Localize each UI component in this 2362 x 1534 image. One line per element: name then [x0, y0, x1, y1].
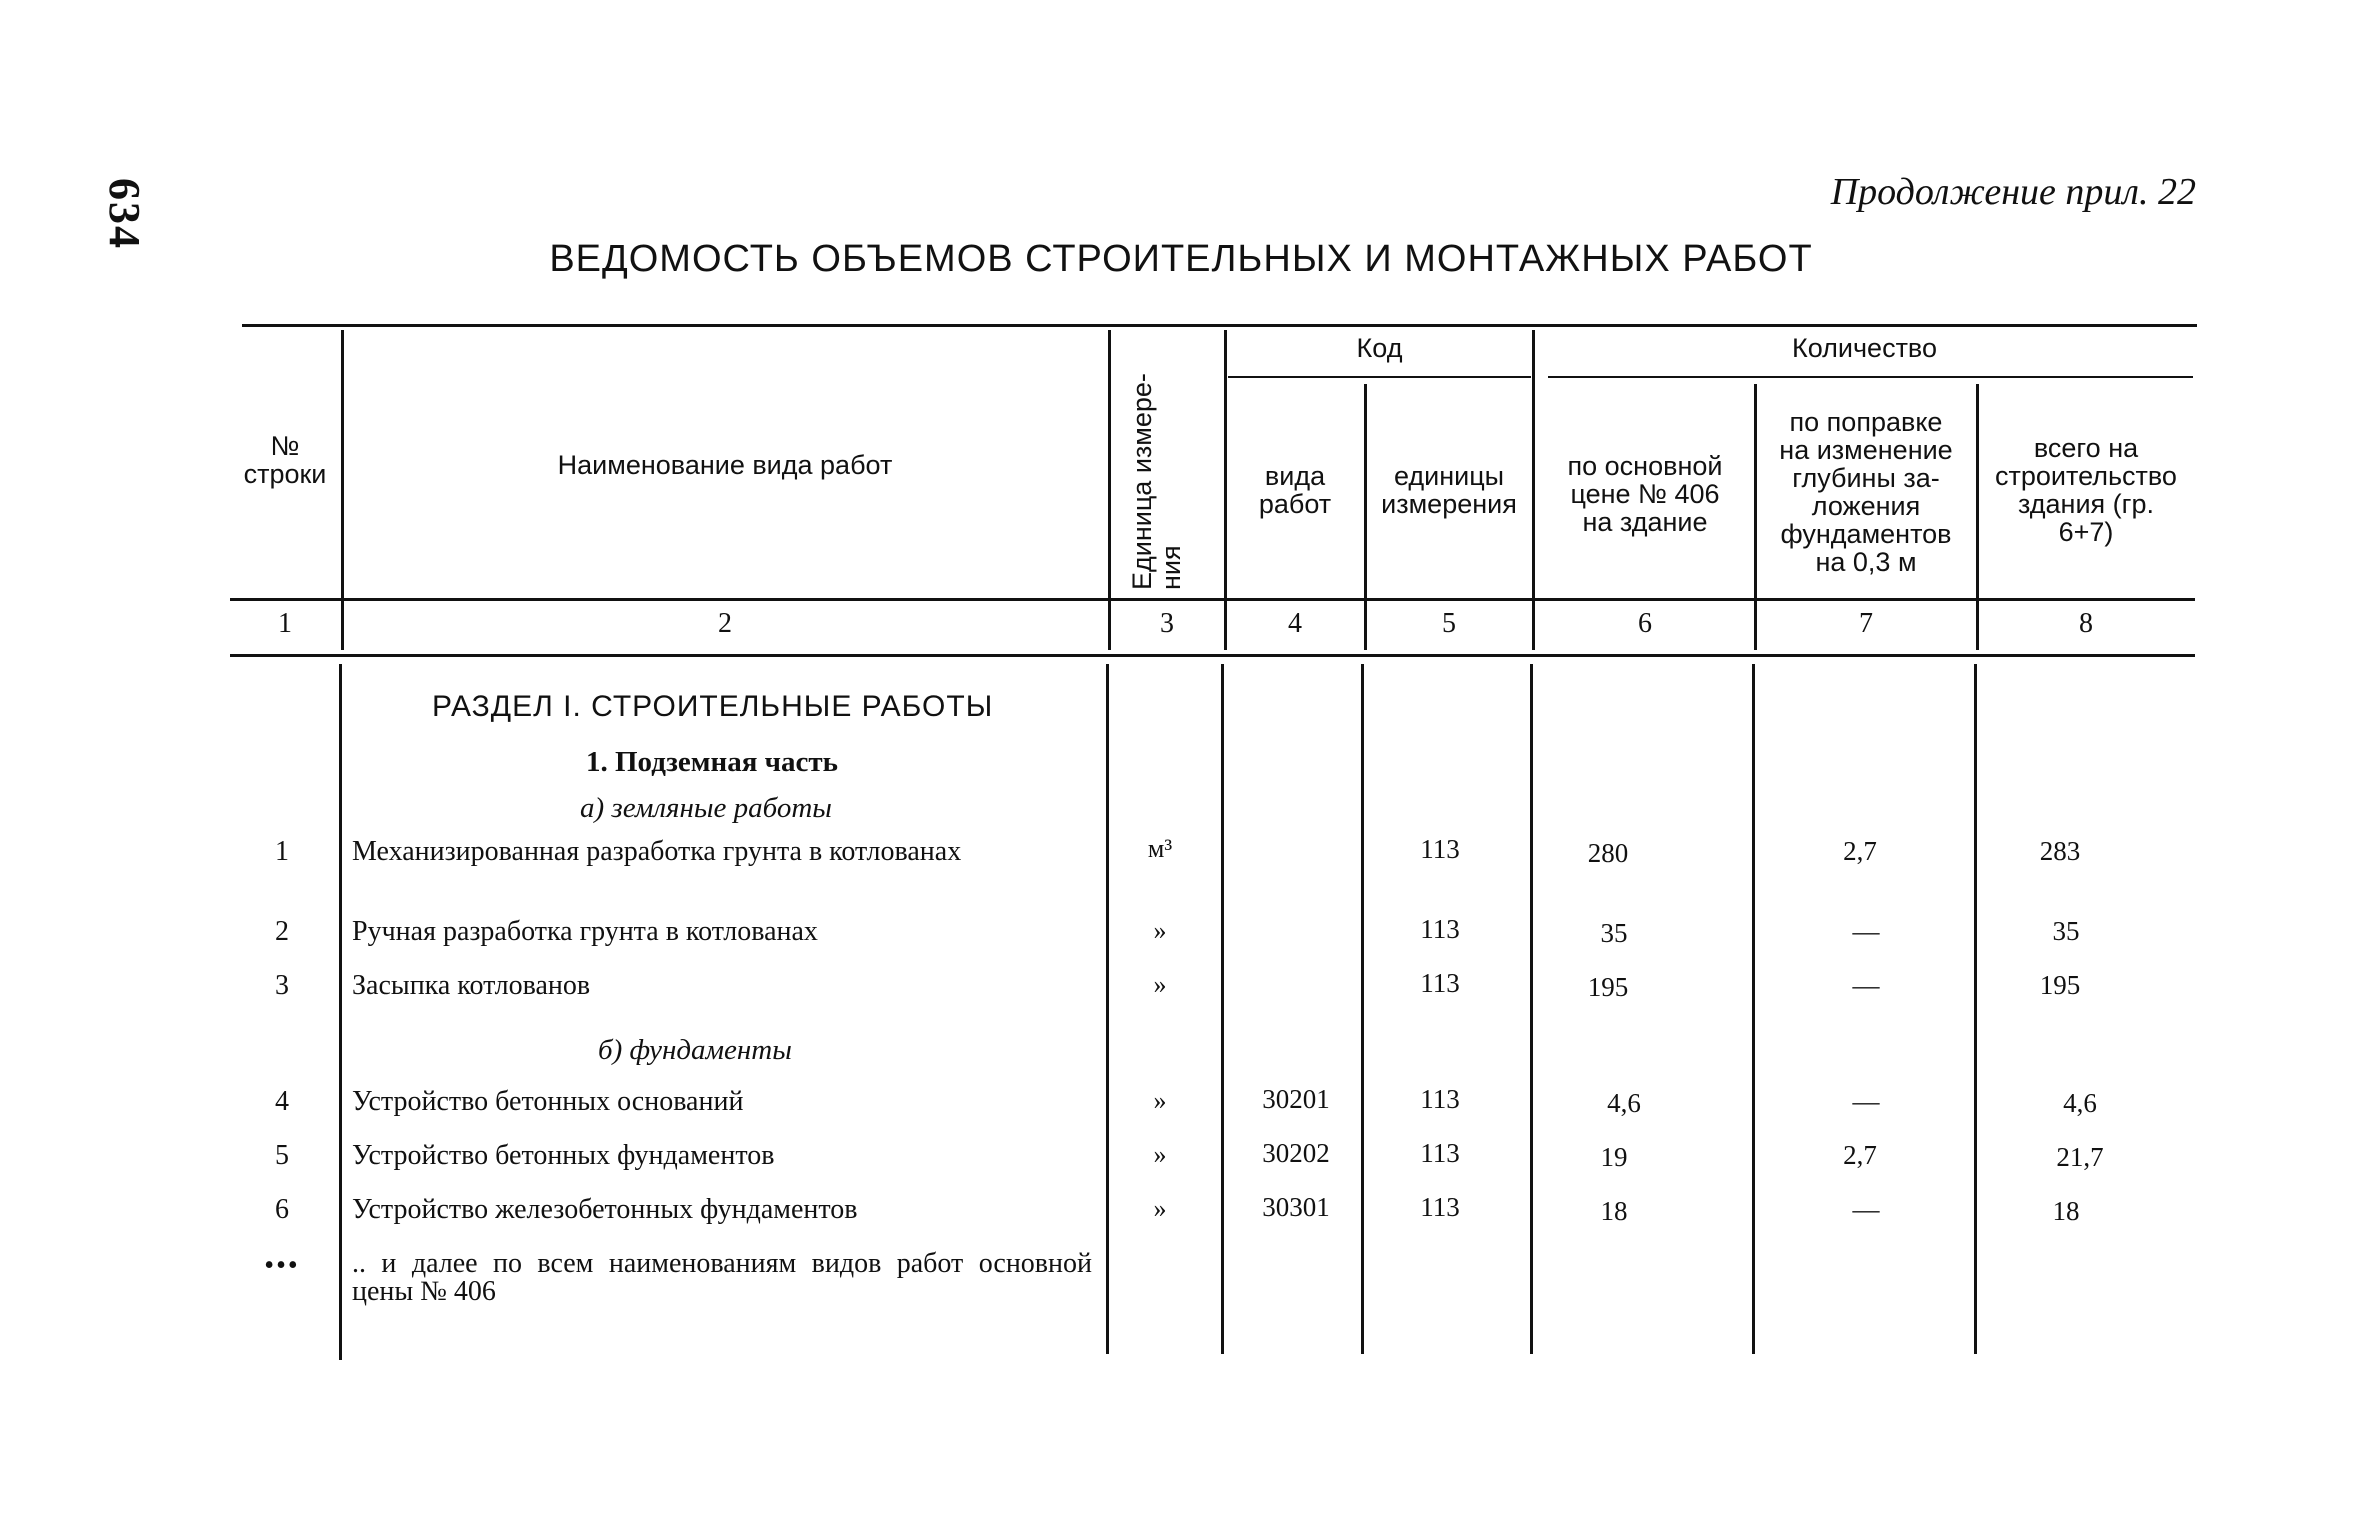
row-code-unit: 113: [1420, 914, 1460, 944]
row-work-name: Устройство железобетонных фундаментов: [352, 1194, 858, 1225]
subsection-title: 1. Подземная часть: [586, 746, 838, 778]
row-number: 4: [275, 1086, 289, 1117]
col-number-7: 7: [1859, 608, 1873, 639]
row-work-name: Устройство бетонных фундаментов: [352, 1140, 775, 1171]
row-q-corr: 2,7: [1843, 836, 1877, 866]
row-unit: »: [1153, 1194, 1167, 1223]
row-code-unit: 113: [1420, 1138, 1460, 1168]
rule-top: [242, 324, 2197, 327]
document-title: ВЕДОМОСТЬ ОБЪЕМОВ СТРОИТЕЛЬНЫХ И МОНТАЖНЫХ РАБОТ: [549, 238, 1813, 280]
col-number-4: 4: [1288, 608, 1302, 639]
vrule-3: [1224, 330, 1227, 650]
header-code-work: вида работ: [1258, 461, 1332, 519]
col-number-6: 6: [1638, 608, 1652, 639]
row-code-unit: 113: [1420, 968, 1460, 998]
col-number-5: 5: [1442, 608, 1456, 639]
row-q-total: 283: [2039, 836, 2081, 866]
group-a-title: а) земляные работы: [580, 792, 832, 824]
body-vrule-7: [1974, 664, 1977, 1354]
body-vrule-2: [1106, 664, 1109, 1354]
row-q-total: 4,6: [2063, 1088, 2097, 1118]
row-number: 3: [275, 970, 289, 1001]
header-row-no: № строки: [243, 431, 327, 489]
row-q-corr: —: [1852, 1194, 1880, 1224]
row-q-total: 35: [2052, 916, 2080, 946]
rule-header-bottom: [230, 598, 2195, 601]
row-q-corr: 2,7: [1843, 1140, 1877, 1170]
row-q-base: 280: [1587, 838, 1629, 868]
row-unit: »: [1153, 970, 1167, 999]
body-vrule-5: [1530, 664, 1533, 1354]
row-q-total: 18: [2052, 1196, 2080, 1226]
row-number: 2: [275, 916, 289, 947]
header-q-corr: по поправке на изменение глубины за- ложения фундаментов на 0,3 м: [1779, 407, 1953, 577]
row-work-name: Ручная разработка грунта в котлованах: [352, 916, 818, 947]
row-code-work: 30201: [1262, 1084, 1330, 1114]
row-code-work: 30202: [1262, 1138, 1330, 1168]
row-work-name: Механизированная разработка грунта в котлованах: [352, 836, 962, 867]
group-b-title: б) фундаменты: [598, 1034, 792, 1066]
row-number: •••: [264, 1250, 300, 1281]
row-number: 6: [275, 1194, 289, 1225]
row-q-base: 19: [1600, 1142, 1628, 1172]
row-q-total: 195: [2039, 970, 2081, 1000]
row-number: 5: [275, 1140, 289, 1171]
row-q-corr: —: [1852, 970, 1880, 1000]
row-q-base: 4,6: [1607, 1088, 1641, 1118]
col-number-1: 1: [278, 608, 292, 639]
row-code-unit: 113: [1420, 1192, 1460, 1222]
header-q-total: всего на строительство здания (гр. 6+7): [1995, 433, 2177, 547]
row-work-name: Засыпка котлованов: [352, 970, 591, 1001]
row-code-work: 30301: [1262, 1192, 1330, 1222]
body-vrule-1: [339, 664, 342, 1360]
row-q-total: 21,7: [2056, 1142, 2104, 1172]
row-q-corr: —: [1852, 916, 1880, 946]
page-number: 634: [100, 178, 149, 250]
row-code-unit: 113: [1420, 1084, 1460, 1114]
rule-quantity-sub: [1548, 376, 2193, 378]
header-code: Код: [1356, 333, 1403, 363]
col-number-3: 3: [1160, 608, 1174, 639]
row-q-corr: —: [1852, 1086, 1880, 1116]
rule-numbers-bottom: [230, 654, 2195, 657]
row-number: 1: [275, 836, 289, 867]
row-work-name: Устройство бетонных оснований: [352, 1086, 744, 1117]
header-code-unit: единицы измерения: [1381, 461, 1517, 519]
row-code-unit: 113: [1420, 834, 1460, 864]
section-title: РАЗДЕЛ I. СТРОИТЕЛЬНЫЕ РАБОТЫ: [432, 690, 994, 723]
header-q-base: по основной цене № 406 на здание: [1567, 451, 1723, 537]
header-work-name: Наименование вида работ: [557, 450, 893, 480]
col-number-8: 8: [2079, 608, 2093, 639]
rule-code-sub: [1228, 376, 1531, 378]
header-unit: Единица измере- ния: [1127, 373, 1186, 590]
row-work-name: .. и далее по всем наименованиям видов работ основной цены № 406: [352, 1248, 1092, 1307]
body-vrule-4: [1361, 664, 1364, 1354]
row-q-base: 35: [1600, 918, 1628, 948]
row-q-base: 195: [1587, 972, 1629, 1002]
row-unit: »: [1153, 1140, 1167, 1169]
body-vrule-6: [1752, 664, 1755, 1354]
vrule-1: [341, 330, 344, 650]
row-unit: »: [1153, 916, 1167, 945]
body-vrule-3: [1221, 664, 1224, 1354]
header-quantity: Количество: [1792, 333, 1937, 363]
vrule-5: [1532, 330, 1535, 650]
row-unit: м³: [1147, 834, 1173, 863]
col-number-2: 2: [718, 608, 732, 639]
row-q-base: 18: [1600, 1196, 1628, 1226]
vrule-2: [1108, 330, 1111, 650]
row-unit: »: [1153, 1086, 1167, 1115]
continuation-note: Продолжение прил. 22: [1830, 171, 2196, 213]
